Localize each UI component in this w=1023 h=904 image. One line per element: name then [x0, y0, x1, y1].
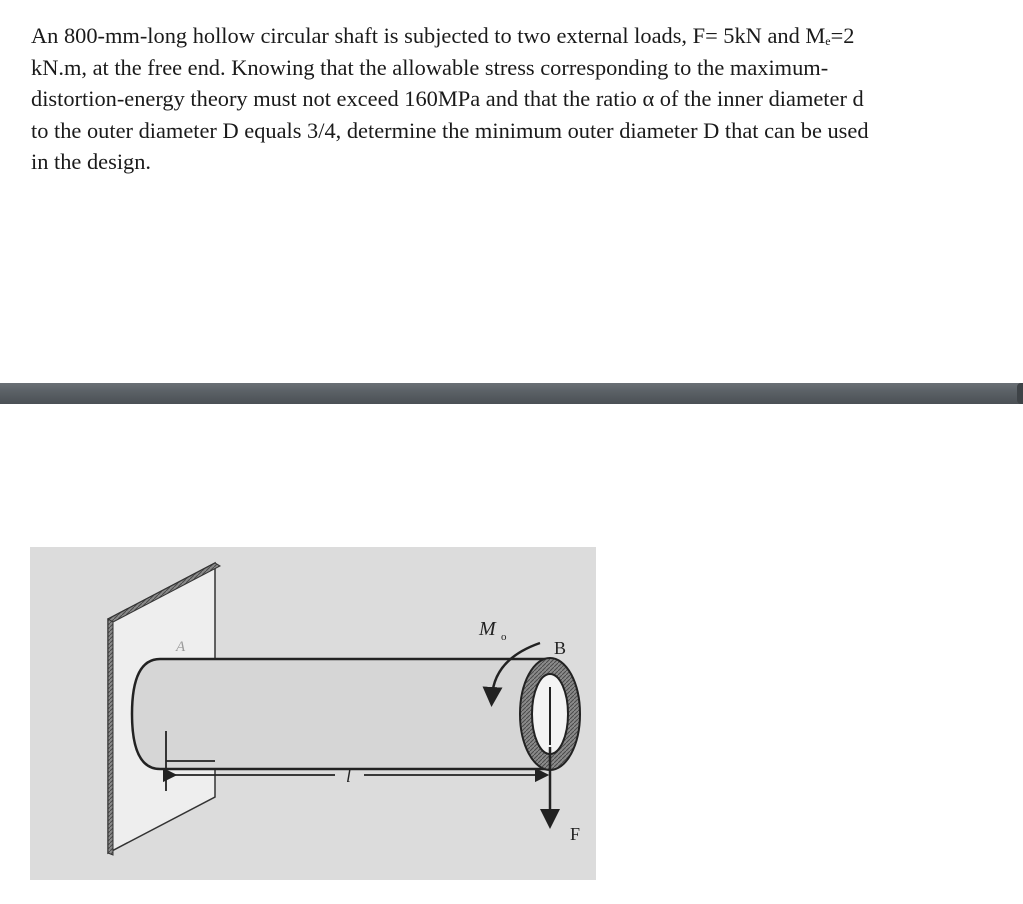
divider-bar	[0, 383, 1023, 404]
label-a: A	[176, 639, 186, 655]
label-moment: M	[479, 618, 496, 640]
label-b: B	[554, 638, 567, 658]
label-length: l	[346, 766, 352, 786]
problem-line-5: in the design.	[31, 149, 152, 175]
problem-line-4: to the outer diameter D equals 3/4, determine the minimum outer diameter D that can be used	[31, 117, 869, 143]
problem-line-3: distortion-energy theory must not exceed 160MPa and that the ratio α of the inner diameter d	[31, 86, 864, 112]
divider-cap	[1017, 383, 1023, 404]
hollow-shaft	[132, 659, 550, 769]
shaft-figure	[30, 547, 596, 880]
label-moment-subscript: o	[501, 631, 507, 643]
problem-line-2: kN.m, at the free end. Knowing that the allowable stress corresponding to the maximum-	[31, 54, 829, 80]
shaft-diagram	[30, 547, 596, 880]
problem-line-1: An 800-mm-long hollow circular shaft is subjected to two external loads, F= 5kN and $M_e=2$	[31, 23, 855, 48]
moment-subscript: e	[825, 34, 831, 48]
problem-statement	[31, 20, 991, 178]
label-force: F	[570, 824, 581, 844]
